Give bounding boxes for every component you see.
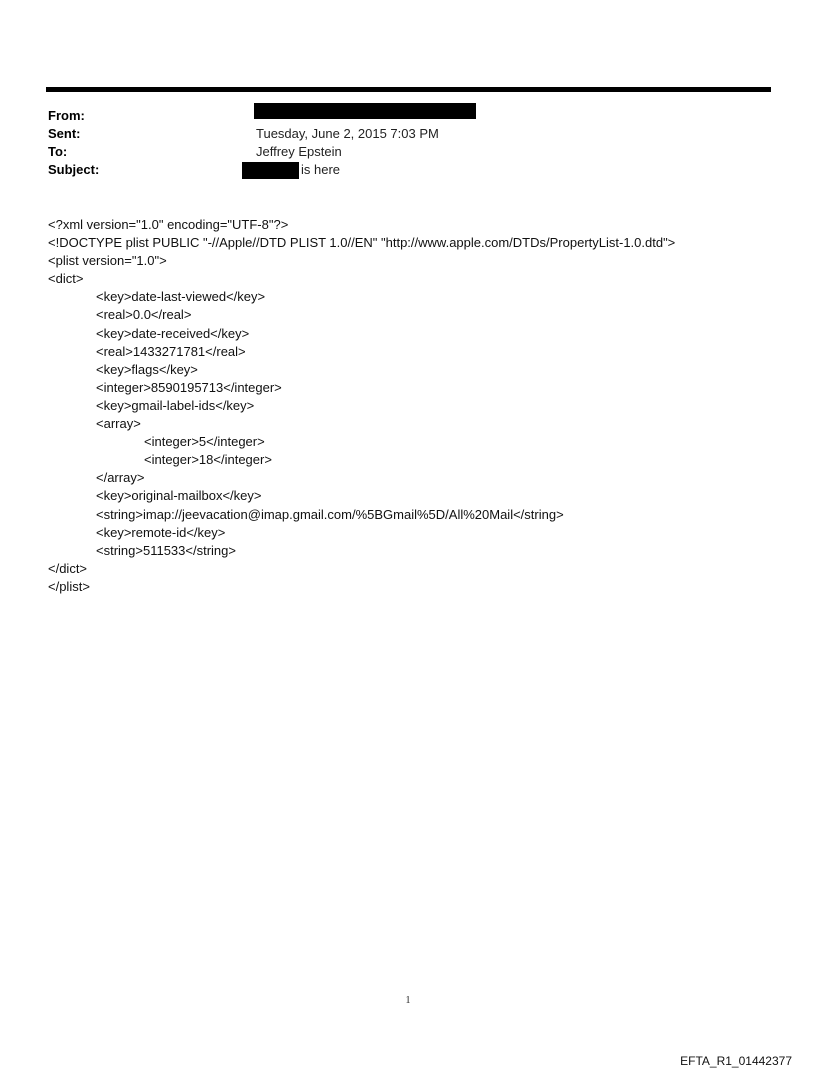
body-line: <dict> <box>48 271 84 287</box>
body-line: <integer>8590195713</integer> <box>96 379 282 395</box>
body-line: <real>1433271781</real> <box>96 343 246 359</box>
body-line: <!DOCTYPE plist PUBLIC "-//Apple//DTD PLIST 1.0//EN" "http://www.apple.com/DTDs/PropertyList-1.0.dtd"> <box>48 235 676 251</box>
body-line: </dict> <box>48 560 88 576</box>
page-number: 1 <box>405 995 411 1006</box>
body-line: <key>date-last-viewed</key> <box>96 289 266 305</box>
header-rule <box>46 87 771 92</box>
bates-number: EFTA_R1_01442377 <box>680 1054 792 1068</box>
body-line: <integer>5</integer> <box>144 434 265 450</box>
body-line: <key>date-received</key> <box>96 325 250 341</box>
redaction-block <box>254 103 476 119</box>
subject-label: Subject: <box>48 162 100 177</box>
to-value: Jeffrey Epstein <box>256 144 342 159</box>
body-line: <?xml version="1.0" encoding="UTF-8"?> <box>48 217 289 232</box>
sent-row <box>48 125 748 143</box>
body-line: <string>imap://jeevacation@imap.gmail.com/%5BGmail%5D/All%20Mail</string> <box>96 506 564 522</box>
body-line: <string>511533</string> <box>96 542 236 558</box>
redaction-block <box>242 162 299 179</box>
body-line: </array> <box>96 470 145 486</box>
body-line: <key>remote-id</key> <box>96 524 226 540</box>
sent-value: Tuesday, June 2, 2015 7:03 PM <box>256 126 439 141</box>
body-line: <key>flags</key> <box>96 361 198 377</box>
to-row <box>48 143 748 161</box>
body-line: <key>original-mailbox</key> <box>96 488 262 504</box>
body-line: <integer>18</integer> <box>144 452 272 468</box>
email-header <box>48 107 748 179</box>
from-label: From: <box>48 108 85 123</box>
sent-label: Sent: <box>48 126 81 141</box>
body-line: <plist version="1.0"> <box>48 253 167 269</box>
email-body <box>48 216 788 596</box>
body-line: <key>gmail-label-ids</key> <box>96 397 255 413</box>
subject-value: is here <box>301 162 341 177</box>
body-line: </plist> <box>48 578 90 594</box>
from-row <box>48 107 748 125</box>
body-line: <real>0.0</real> <box>96 307 192 323</box>
subject-row <box>48 161 748 179</box>
body-line: <array> <box>96 416 141 432</box>
to-label: To: <box>48 144 68 159</box>
